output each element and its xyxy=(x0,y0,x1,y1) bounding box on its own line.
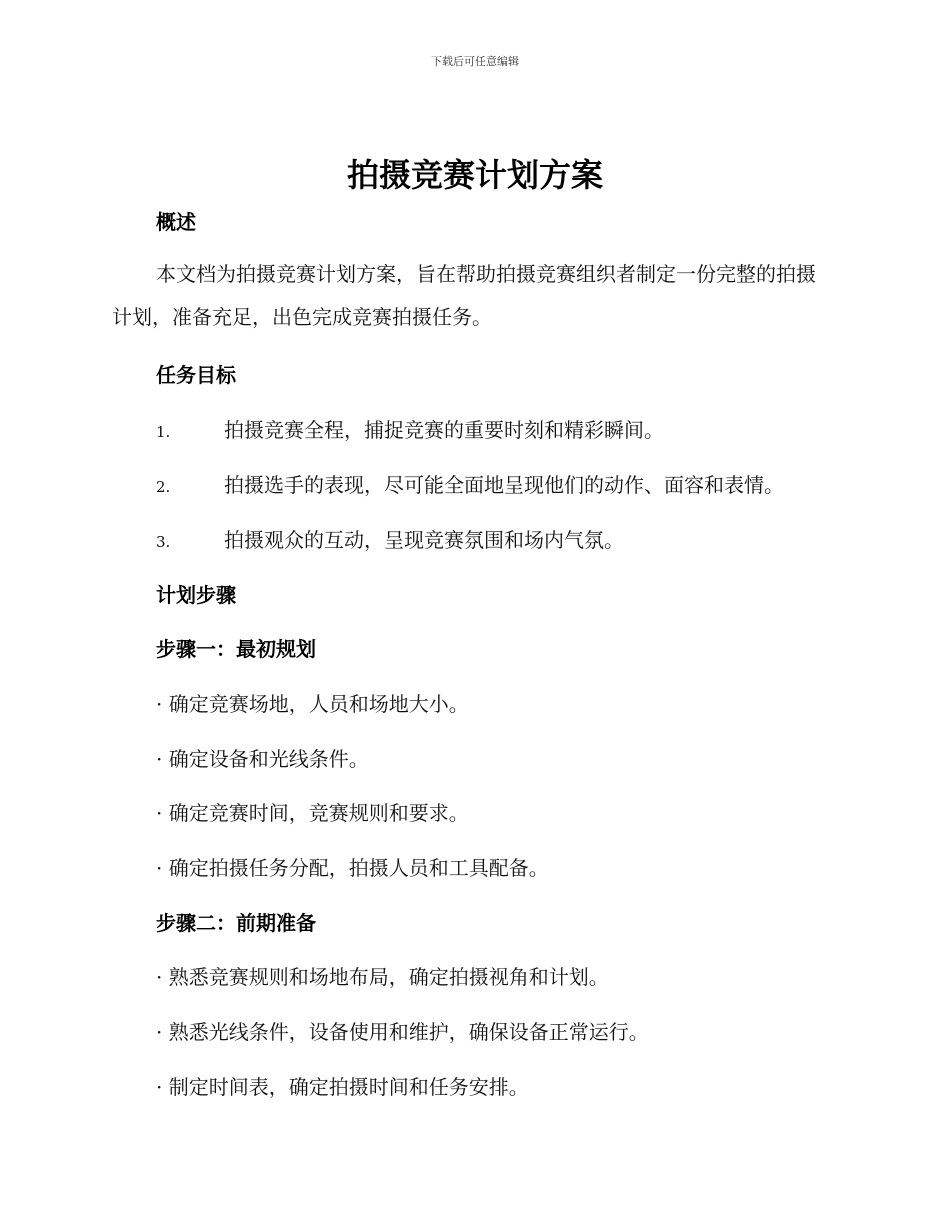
goal-item-text: 拍摄观众的互动，呈现竞赛氛围和场内气氛。 xyxy=(224,528,624,552)
overview-paragraph: 本文档为拍摄竞赛计划方案，旨在帮助拍摄竞赛组织者制定一份完整的拍摄计划，准备充足，出色完成竞赛拍摄任务。 xyxy=(112,262,816,329)
plan-heading: 计划步骤 xyxy=(156,583,236,607)
step2-bullet-3: · 制定时间表，确定拍摄时间和任务安排。 xyxy=(156,1075,529,1099)
goal-item-text: 拍摄选手的表现，尽可能全面地呈现他们的动作、面容和表情。 xyxy=(224,473,784,497)
goals-heading: 任务目标 xyxy=(156,363,236,387)
goal-item-number: 3. xyxy=(156,533,171,551)
step1-bullet-4: · 确定拍摄任务分配，拍摄人员和工具配备。 xyxy=(156,856,549,880)
goal-item-number: 2. xyxy=(156,478,171,496)
goal-item-text: 拍摄竞赛全程，捕捉竞赛的重要时刻和精彩瞬间。 xyxy=(224,418,664,442)
goal-item-number: 1. xyxy=(156,423,171,441)
goal-item-1 xyxy=(156,414,664,443)
document-title: 拍摄竞赛计划方案 xyxy=(346,156,603,194)
step1-bullet-1: · 确定竞赛场地，人员和场地大小。 xyxy=(156,692,469,716)
goal-item-3 xyxy=(156,524,624,553)
step2-heading: 步骤二：前期准备 xyxy=(156,911,316,935)
page-header-note: 下载后可任意编辑 xyxy=(431,55,519,68)
overview-heading: 概述 xyxy=(156,210,196,234)
step2-bullet-2: · 熟悉光线条件，设备使用和维护，确保设备正常运行。 xyxy=(156,1020,649,1044)
step1-bullet-2: · 确定设备和光线条件。 xyxy=(156,747,369,771)
step1-bullet-3: · 确定竞赛时间，竞赛规则和要求。 xyxy=(156,801,469,825)
step2-bullet-1: · 熟悉竞赛规则和场地布局，确定拍摄视角和计划。 xyxy=(156,965,609,989)
goal-item-2 xyxy=(156,469,784,498)
step1-heading: 步骤一：最初规划 xyxy=(156,637,316,661)
